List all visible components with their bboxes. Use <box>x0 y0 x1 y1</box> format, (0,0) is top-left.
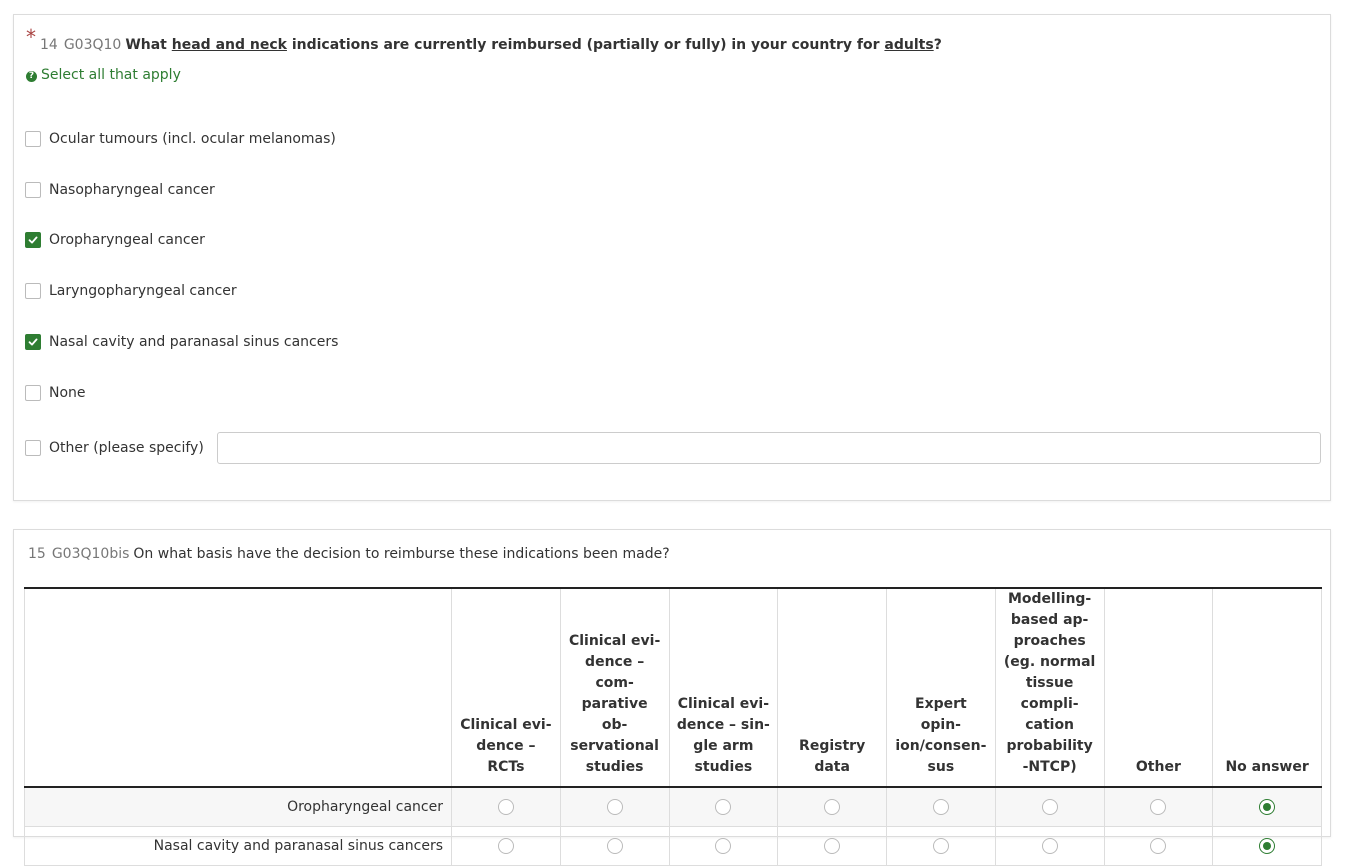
check-icon <box>28 337 38 347</box>
question-code: G03Q10 <box>63 37 122 53</box>
question-circle-icon: ? <box>26 71 37 82</box>
question-14-card <box>13 14 1331 501</box>
matrix-cell[interactable] <box>1104 826 1213 865</box>
question-text: On what basis have the decision to reimburse these indications been made? <box>133 546 670 562</box>
question-text-part: indications are currently reimbursed (partially or fully) in your country for <box>286 37 885 53</box>
option-label: None <box>49 385 86 401</box>
matrix-cell[interactable] <box>778 787 887 826</box>
matrix-cell[interactable] <box>452 826 561 865</box>
column-header: Clinical evidence – RCTs <box>452 588 561 787</box>
column-header: Expert opinion/consensus <box>887 588 996 787</box>
column-header: Registry data <box>778 588 887 787</box>
question-code: G03Q10bis <box>51 546 130 562</box>
checkbox[interactable] <box>25 283 41 299</box>
question-text-emphasis: head and neck <box>171 37 287 53</box>
matrix-header-row <box>25 588 1322 787</box>
matrix-cell[interactable] <box>452 787 561 826</box>
question-14-header <box>26 25 942 54</box>
radio-button[interactable] <box>1150 799 1166 815</box>
matrix-row <box>25 787 1322 826</box>
option-5[interactable] <box>25 383 86 403</box>
matrix-row <box>25 826 1322 865</box>
radio-button[interactable] <box>933 838 949 854</box>
option-label: Nasal cavity and paranasal sinus cancers <box>49 334 339 350</box>
matrix-cell[interactable] <box>995 787 1104 826</box>
row-label: Nasal cavity and paranasal sinus cancers <box>25 826 452 865</box>
option-2[interactable] <box>25 230 205 250</box>
checkbox[interactable] <box>25 182 41 198</box>
option-label: Ocular tumours (incl. ocular melanomas) <box>49 131 336 147</box>
radio-button[interactable] <box>824 838 840 854</box>
option-label: Other (please specify) <box>49 440 204 456</box>
question-15-card <box>13 529 1331 854</box>
radio-button[interactable] <box>1042 799 1058 815</box>
help-text <box>26 67 181 83</box>
radio-button[interactable] <box>824 799 840 815</box>
question-text-part: ? <box>933 37 942 53</box>
option-label: Laryngopharyngeal cancer <box>49 283 237 299</box>
option-label: Nasopharyngeal cancer <box>49 182 215 198</box>
other-specify-input[interactable] <box>217 432 1321 464</box>
question-text-emphasis: adults <box>884 37 934 53</box>
matrix-cell[interactable] <box>995 826 1104 865</box>
matrix-cell[interactable] <box>669 787 778 826</box>
matrix-cell[interactable] <box>887 787 996 826</box>
radio-button[interactable] <box>1042 838 1058 854</box>
column-header: Clinical evidence – single arm studies <box>669 588 778 787</box>
question-number: 14 <box>40 37 58 53</box>
required-marker: * <box>26 25 36 49</box>
question-number: 15 <box>28 546 46 562</box>
option-3[interactable] <box>25 281 237 301</box>
matrix-cell[interactable] <box>778 826 887 865</box>
checkbox[interactable] <box>25 131 41 147</box>
option-4[interactable] <box>25 332 338 352</box>
matrix-cell[interactable] <box>1213 787 1322 826</box>
option-0[interactable] <box>25 129 336 149</box>
radio-button[interactable] <box>498 799 514 815</box>
column-header: No answer <box>1213 588 1322 787</box>
radio-button[interactable] <box>607 838 623 854</box>
checkbox[interactable] <box>25 334 41 350</box>
matrix-cell[interactable] <box>560 826 669 865</box>
option-6[interactable] <box>25 438 204 458</box>
radio-button[interactable] <box>607 799 623 815</box>
radio-button[interactable] <box>1259 838 1275 854</box>
column-header: Modelling-based approaches (eg. normal tissue complication probability -NTCP) <box>995 588 1104 787</box>
matrix-cell[interactable] <box>887 826 996 865</box>
matrix-cell[interactable] <box>560 787 669 826</box>
matrix-corner <box>25 588 452 787</box>
answer-matrix <box>24 587 1322 866</box>
radio-button[interactable] <box>1259 799 1275 815</box>
option-label: Oropharyngeal cancer <box>49 232 205 248</box>
question-15-header <box>28 546 670 562</box>
radio-button[interactable] <box>498 838 514 854</box>
radio-button[interactable] <box>1150 838 1166 854</box>
help-text-label: Select all that apply <box>41 67 181 83</box>
option-1[interactable] <box>25 180 215 200</box>
radio-button[interactable] <box>933 799 949 815</box>
matrix-cell[interactable] <box>669 826 778 865</box>
column-header: Other <box>1104 588 1213 787</box>
question-text <box>125 37 941 53</box>
matrix-cell[interactable] <box>1104 787 1213 826</box>
checkbox[interactable] <box>25 440 41 456</box>
check-icon <box>28 235 38 245</box>
checkbox[interactable] <box>25 385 41 401</box>
question-text-part: What <box>125 37 172 53</box>
checkbox[interactable] <box>25 232 41 248</box>
column-header: Clinical evidence – comparative observational studies <box>560 588 669 787</box>
row-label: Oropharyngeal cancer <box>25 787 452 826</box>
matrix-cell[interactable] <box>1213 826 1322 865</box>
radio-button[interactable] <box>715 838 731 854</box>
radio-button[interactable] <box>715 799 731 815</box>
